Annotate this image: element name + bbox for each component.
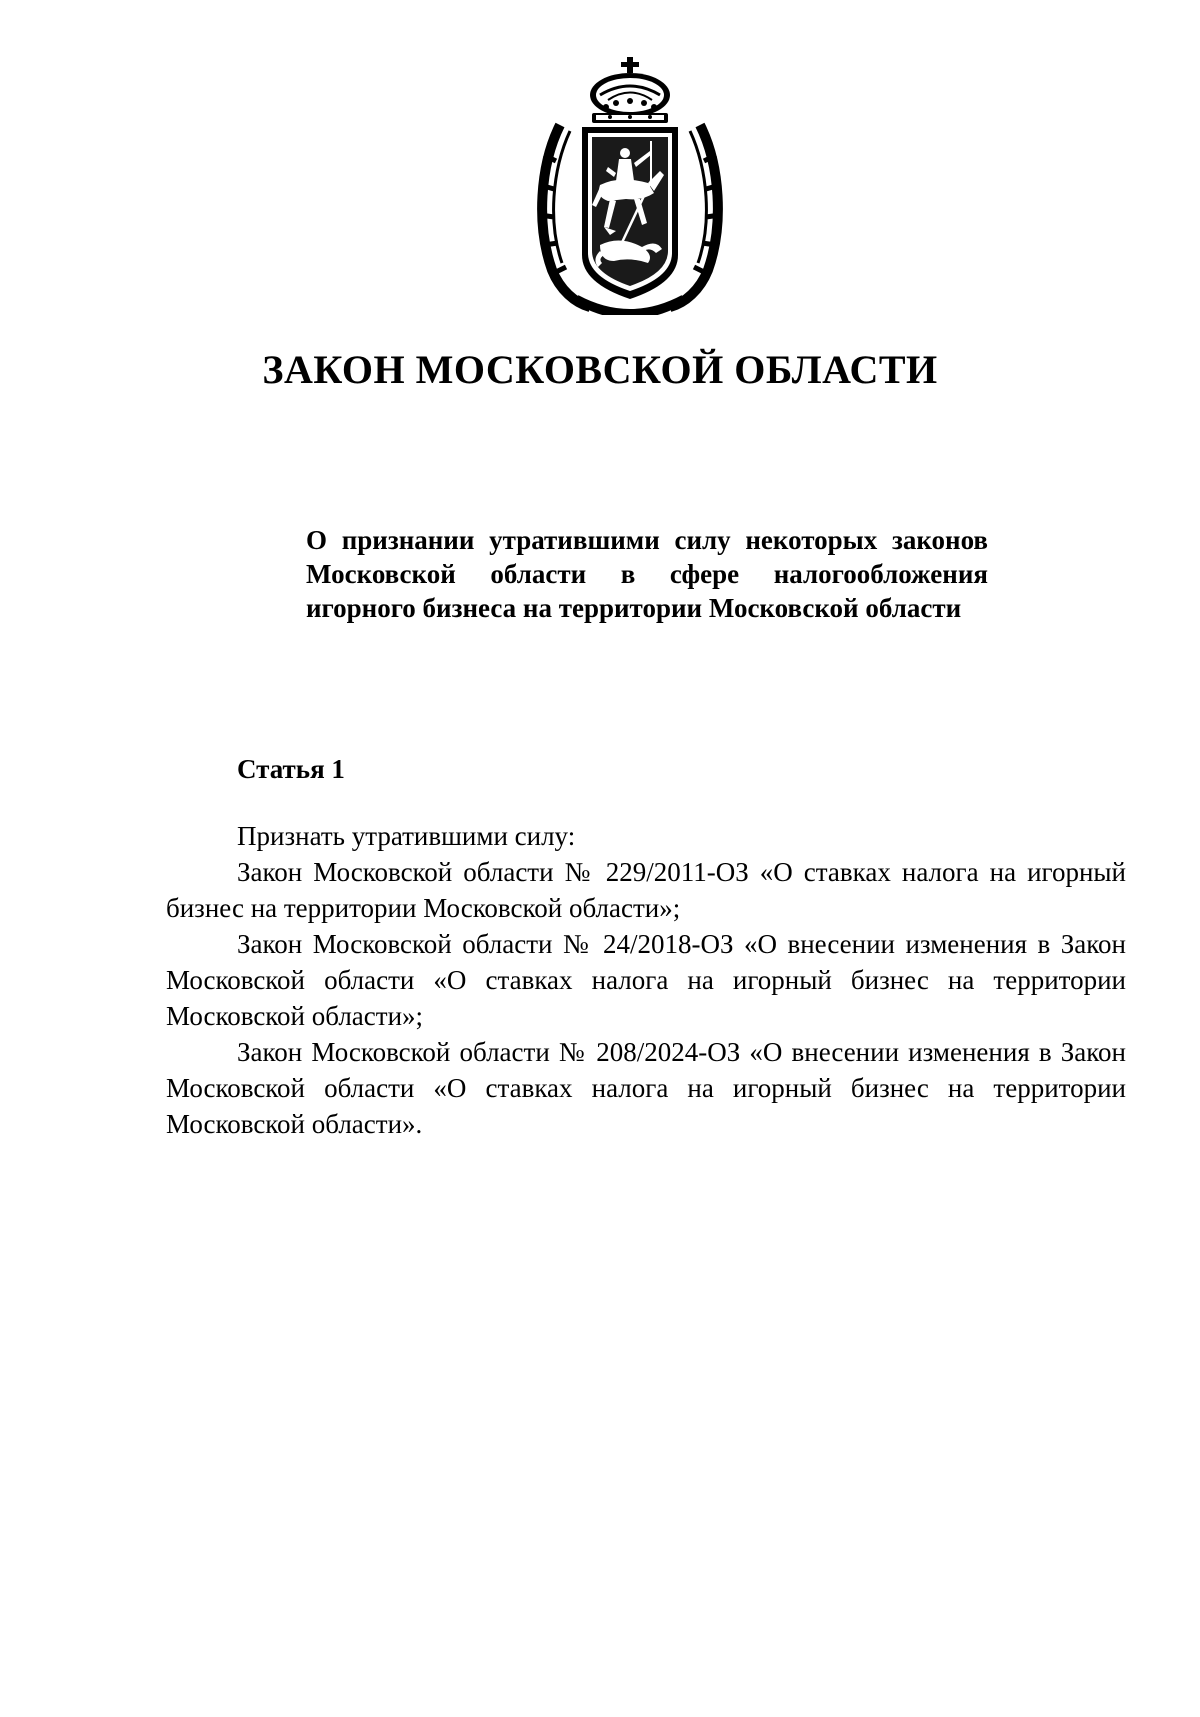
law-subject: О признании утратившими силу некоторых законов Московской области в сфере налогообложения игорного бизнеса на территории Московской области [306, 525, 988, 623]
article-body [166, 818, 1126, 1142]
coat-of-arms-emblem [530, 55, 730, 315]
article-paragraph: Закон Московской области № 208/2024-ОЗ «О внесении изменения в Закон Московской области «О ставках налога на игорный бизнес на территории Московской области». [166, 1037, 1126, 1139]
article-paragraph: Закон Московской области № 229/2011-ОЗ «О ставках налога на игорный бизнес на территории Московской области»; [166, 857, 1126, 923]
article-paragraph: Признать утратившими силу: [237, 821, 576, 851]
law-title: ЗАКОН МОСКОВСКОЙ ОБЛАСТИ [262, 347, 938, 392]
article-paragraph: Закон Московской области № 24/2018-ОЗ «О внесении изменения в Закон Московской области «О ставках налога на игорный бизнес на территории Московской области»; [166, 929, 1126, 1031]
article-heading: Статья 1 [237, 754, 345, 784]
